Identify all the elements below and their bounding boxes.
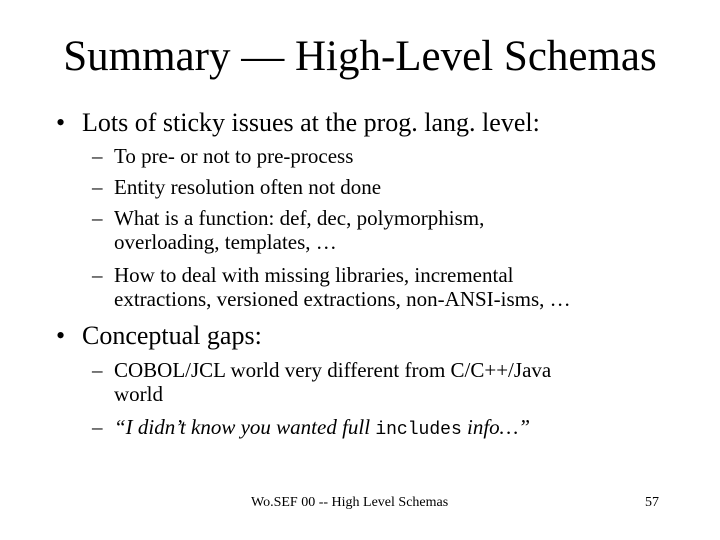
subitem-1-2-text: Entity resolution often not done: [114, 175, 382, 199]
bullet-glyph: •: [56, 321, 66, 350]
dash-glyph: –: [92, 358, 103, 382]
dash-glyph: –: [92, 175, 103, 199]
dash-glyph: –: [92, 206, 103, 230]
bullet-1: [56, 108, 540, 138]
dash-glyph: –: [92, 144, 103, 168]
bullet-2: [56, 321, 262, 351]
subitem-1-1-text: To pre- or not to pre-process: [114, 144, 354, 168]
quote-code: includes: [375, 420, 462, 440]
subitem-2-2: [92, 415, 530, 442]
subitem-1-1: [92, 144, 353, 168]
subitem-2-2-text: [114, 415, 530, 442]
dash-glyph: –: [92, 263, 103, 287]
subitem-1-2: [92, 175, 381, 199]
subitem-1-3-text: What is a function: def, dec, polymorphism, overloading, templates, …: [114, 206, 485, 254]
subitem-1-3: [92, 206, 484, 254]
subitem-1-4: [92, 263, 571, 311]
bullet-2-text: Conceptual gaps:: [82, 321, 262, 350]
subitem-2-1-text: COBOL/JCL world very different from C/C++/Java world: [114, 358, 552, 406]
subitem-1-4-text: How to deal with missing libraries, incremental extractions, versioned extractions, non-ANSI-isms, …: [114, 263, 571, 311]
quote-after: info…”: [461, 415, 531, 439]
dash-glyph: –: [92, 415, 103, 439]
page-number: 57: [645, 495, 659, 510]
subitem-2-1: [92, 358, 551, 406]
slide-title: Summary — High-Level Schemas: [63, 33, 657, 80]
bullet-glyph: •: [56, 108, 66, 137]
bullet-1-text: Lots of sticky issues at the prog. lang. level:: [82, 108, 540, 137]
quote-before: “I didn’t know you wanted full: [114, 415, 376, 439]
footer-center: Wo.SEF 00 -- High Level Schemas: [251, 495, 449, 510]
